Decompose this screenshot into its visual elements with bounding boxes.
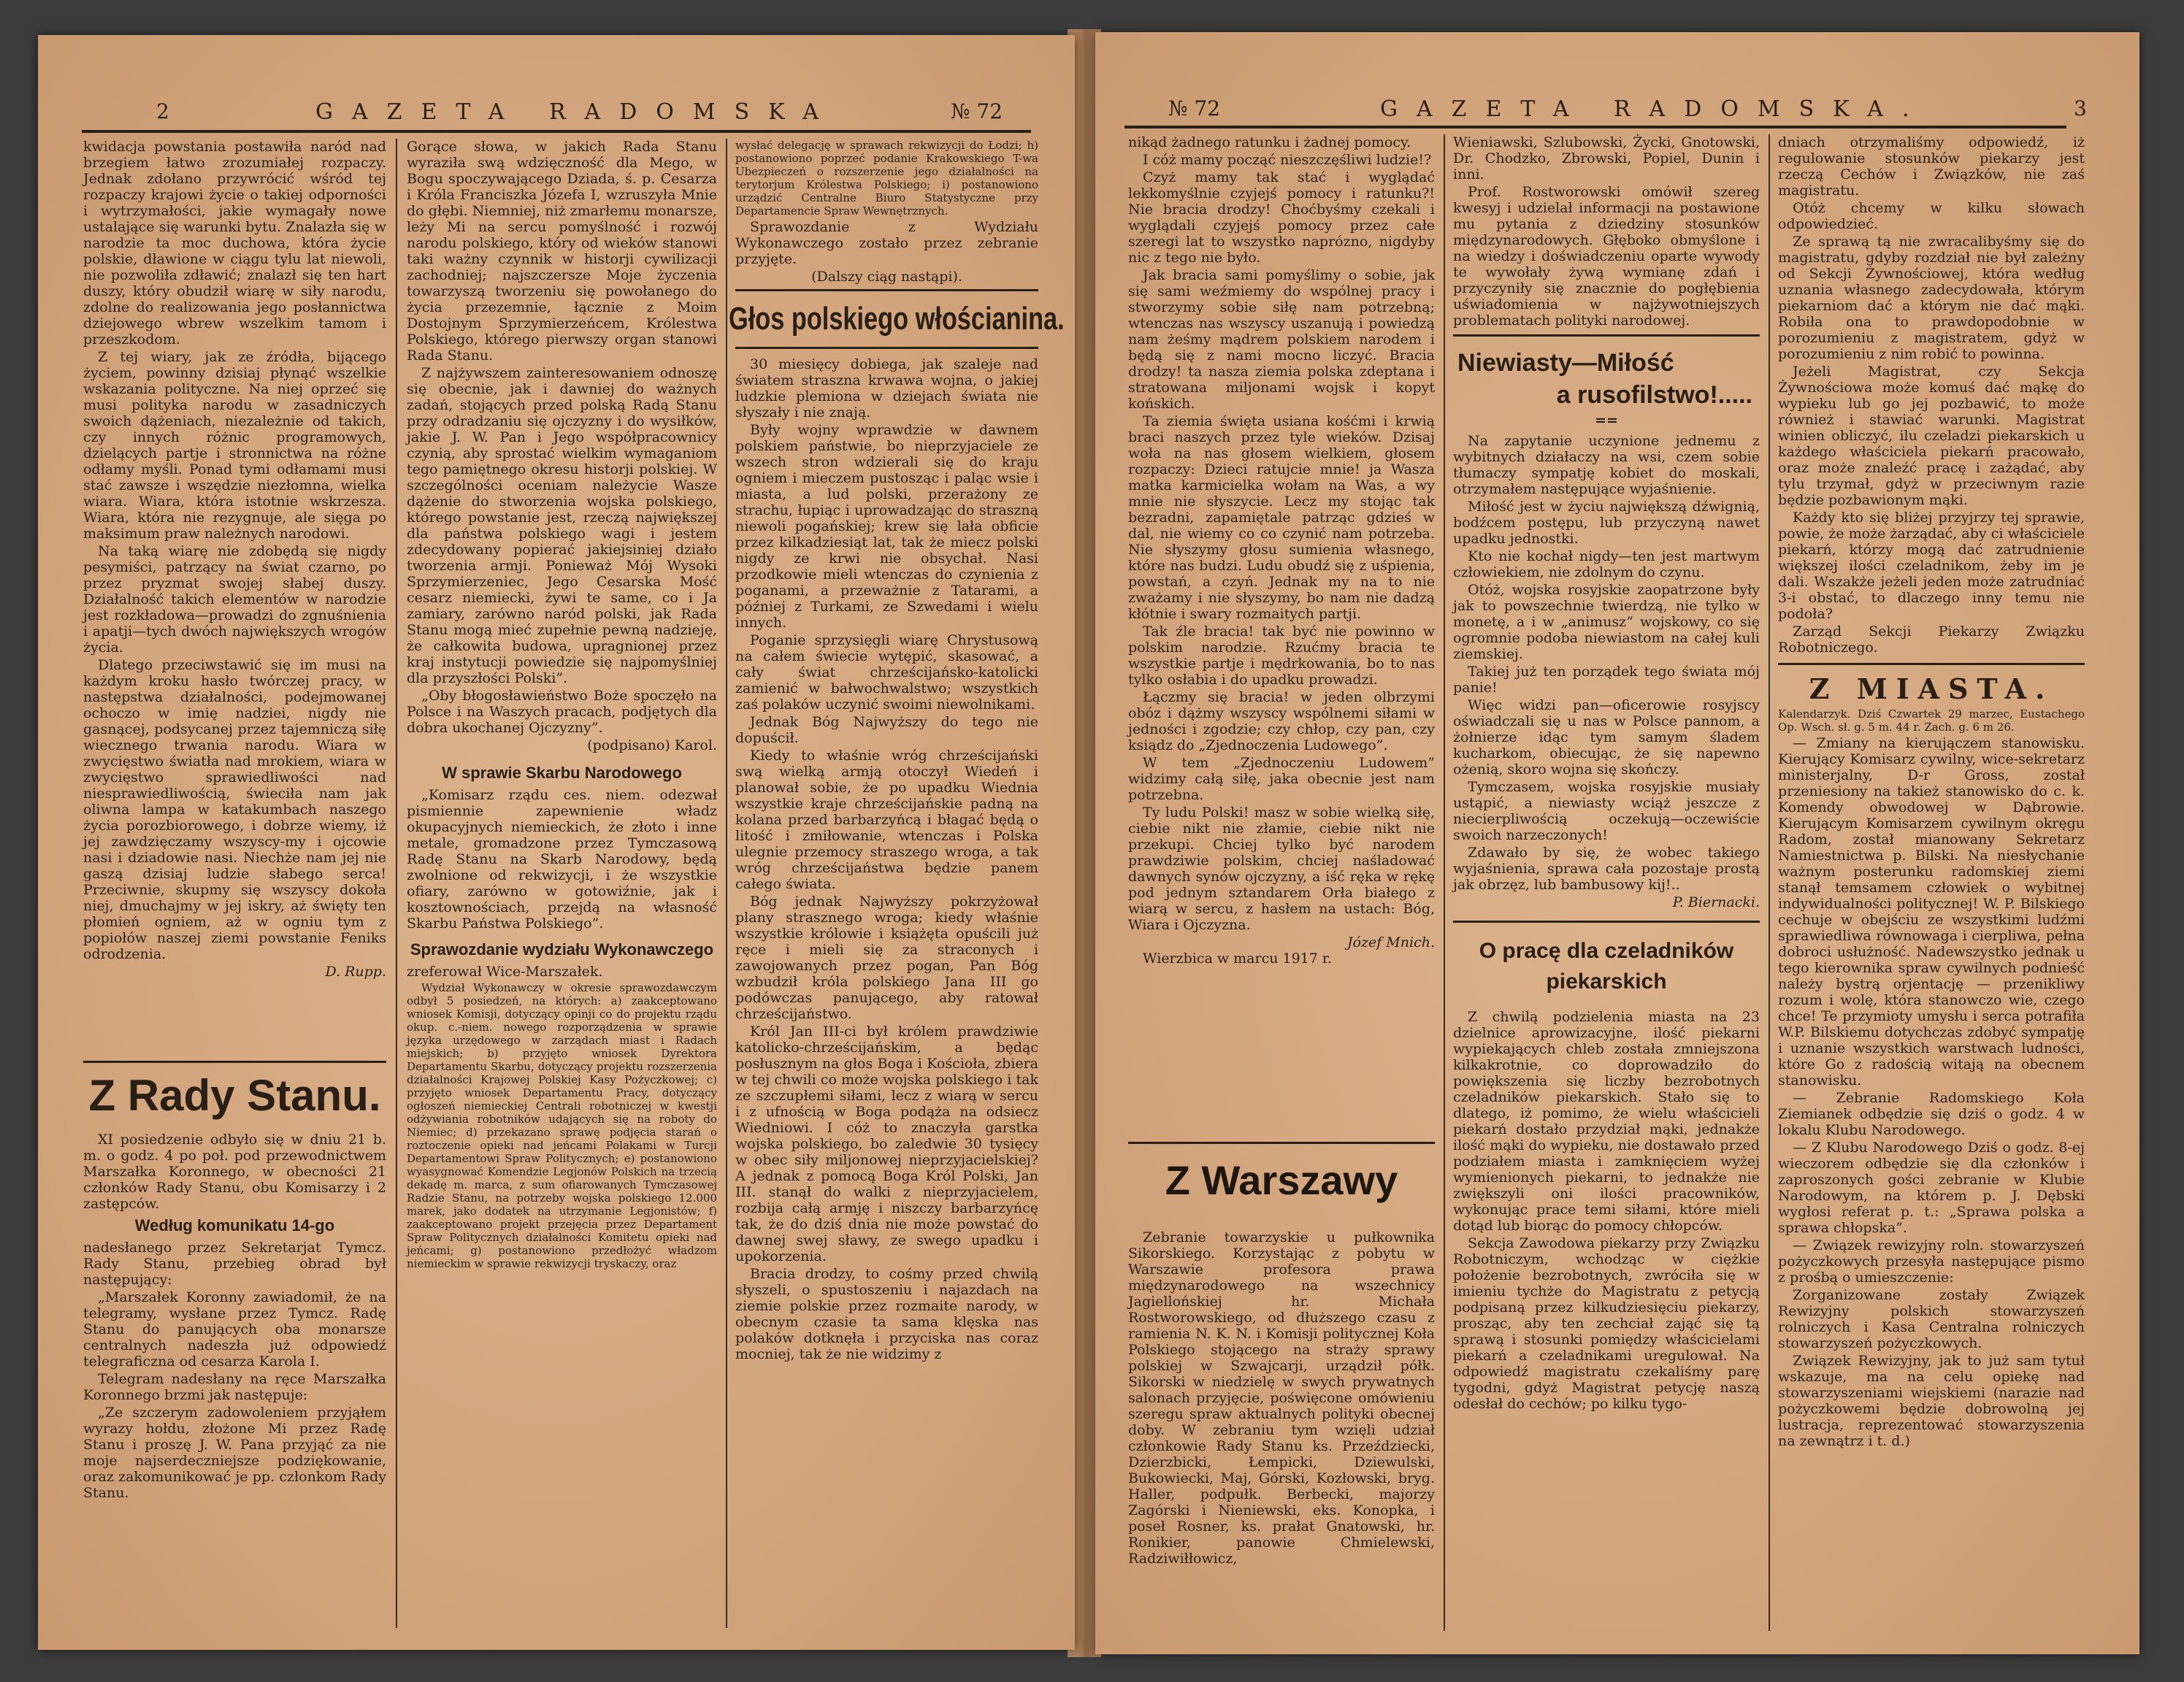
article-paragraph: Z najżywszem zainteresowaniem odnoszę się obecnie, jak i dawniej do ważnych zadań, stojących przed polską Radą Stanu przy odradzaniu się ojczyzny i do wysiłków, jakie J. W. Pan i Jego współpracownicy czynią, aby sprostać wielkim wymaganiom tego pamiętnego okresu historji polskiej. W szczególności oceniam należycie Wasze dążenie do stworzenia wojska polskiego, którego powstanie jest, rzeczą największej dla państwa polskiego wagi i jestem zdecydowany popierać jakiejsiniej działo tworzenia armji. Ponieważ Mój Wysoki Sprzymierzeniec, Jego Cesarska Mość cesarz niemiecki, żywi te same, co i Ja zamiary, zarówno naród polski, jak Rada Stanu mogą mieć zupełnie pewną nadzieję, że całkowita budowa, upragnionej przez kraj instytucji powiedzie się najpomyślniej dla przyszłości Polski”. bbox=[407, 365, 717, 686]
glos-heading: Głos polskiego włościanina. bbox=[729, 301, 1065, 337]
article-paragraph: Król Jan III-ci był królem prawdziwie katolicko-chrześcijańskim, a będąc posłusznym na głos Boga i Kościoła, zbiera w tej chwili co może wojska polskiego i tak ze szczupłemi siłami, lecz z wiarą w sercu i z ufnością w Boga podąża na odsiecz Wiedniowi. I cóż to znaczyła garstka wojska polskiego, bo zaledwie 30 tysięcy w obec siły miljonowej nieprzyjacielskiej? A jednak z pomocą Boga Król Polski, Jan III. stanął do walki z nieprzyjacielem, rozbija całą armję i niszczy barbarzyńcę tak, że do dziś dnia nie może powstać do dawnej swej sławy, ze swego upadku i upokorzenia. bbox=[735, 1024, 1038, 1264]
article-paragraph: Z chwilą podzielenia miasta na 23 dzielnice aprowizacyjne, ilość piekarni wypiekających chleb została zmniejszona kilkakrotnie, co doprowadziło do powiększenia się liczby bezrobotnych czeladników piekarskich. Stało się to dlatego, iż pomimo, że wielu właścicieli piekarń dostało przydział mąki, jednakże ilość mąki do wypieku, nie dostawało przed podziałem miasta i zamknięciem wyżej wymienionych piekarni, to jednakże nie zwiększyli oni ilości pracowników, wykonując prace temi siłami, które mieli dotąd lub biorąc do pomocy chłopców. bbox=[1453, 1009, 1760, 1234]
article-paragraph: Na zapytanie uczynione jednemu z wybitnych działaczy na wsi, czem sobie tłumaczy sympatję kobiet do moskali, otrzymałem następujące wyjaśnienie. bbox=[1453, 433, 1760, 497]
article-paragraph: Dlatego przeciwstawić się im musi na każdym kroku hasło twórczej pracy, w następstwa działalności, podejmowanej ochoczo w imię nadziei, nigdy nie gasnącej, podsycanej przez tajemniczą siłę wiecznego trwania narodu. Wiara w zwycięstwo światła nad mrokiem, wiara w zwycięstwo sprawiedliwości nad niesprawiedliwością, świeciła nam jak oliwna lampa w katakumbach naszego życia porozbiorowego, i dobrze wiemy, iż jej zawdzięczamy wszyscy-my i ojcowie nasi i dziadowie nasi. Niechże nam jej nie gaszą dzisiaj ludzie słabego serca! Przeciwnie, skupmy się wszyscy dokoła niej, dmuchajmy w jej iskry, aż święty ten płomień ogniem, aż w ogniu tym z popiołów naszej ziemi powstanie Feniks odrodzenia. bbox=[83, 657, 386, 962]
news-item: — Z Klubu Narodowego Dziś o godz. 8-ej wieczorem odbędzie się dla członków i zaproszonych gości zebranie w Klubie Narodowym, na którem p. J. Dębski wygłosi referat p. t.: „Sprawa polska a sprawa chłopska”. bbox=[1778, 1140, 2085, 1236]
article-paragraph-small: wysłać delegację w sprawach rekwizycji do Łodzi; h) postanowiono poprzeć podanie Krakowskiego T-wa Ubezpieczeń o rozszerzenie jego działalności na terytorjum Królestwa Polskiego; i) postanowiono urządzić Centralne Biuro Statystyczne przy Departamencie Spraw Wewnętrznych. bbox=[735, 139, 1038, 218]
continued-note: (Dalszy ciąg nastąpi). bbox=[811, 269, 962, 285]
article-paragraph: Jeżeli Magistrat, czy Sekcja Żywnościowa może komuś dać mąkę do wypieku lub go jej pozbawić, to może również i stawiać warunki. Magistrat winien obliczyć, ilu czeladzi piekarskich u każdego właściciela piekarń pracowało, oraz może znaleźć pracę i zażądać, aby tylu trzymał, gdyż w przeciwnym razie będzie pozbawionym mąki. bbox=[1778, 364, 2085, 508]
article-paragraph: I cóż mamy począć nieszczęśliwi ludzie!? bbox=[1143, 152, 1432, 168]
article-paragraph: Zebranie towarzyskie u pułkownika Sikorskiego. Korzystając z pobytu w Warszawie profesora prawa międzynarodowego na wszechnicy Jagiellońskiej hr. Michała Rostworowskiego, od dłuższego czasu z ramienia N. K. N. i Komisji politycznej Koła Polskiego stojącego na straży sprawy polskiej w Szwajcarji, urządził półk. Sikorski w niedzielę w swych prywatnych salonach przyjęcie, poświęcone omówieniu szeregu spraw aktualnych polityki obecnej doby. W zebraniu tym wzięli udział członkowie Rady Stanu ks. Przeździecki, Dzierzbicki, Łempicki, Dziewulski, Bukowiecki, Maj, Górski, Kozłowski, bryg. Haller, podpułk. Berbecki, majorzy Zagórski i Nieniewski, eks. Konopka, i poseł Rosner, ks. prałat Gnatowski, hr. Ronikier, panowie Chmielewski, Radziwiłłowicz, bbox=[1128, 1229, 1435, 1567]
section-divider bbox=[1778, 663, 2085, 665]
section-divider bbox=[735, 347, 1038, 349]
rada-stanu-heading: Z Rady Stanu. bbox=[88, 1071, 381, 1120]
article-paragraph: kwidacja powstania postawiła naród nad brzegiem łatwo zrozumiałej rozpaczy. Jednak zdołano przywrócić wśród tej rozpaczy krajowi życie o takiej odporności i wytrzymałości, jakie wymagały nowe ustalające się warunki bytu. Znalazła się w narodzie ta moc duchowa, która życie polskie, dławione w ciągu tylu lat niewoli, nie pozwoliła zdławić; znalazł się ten hart duszy, który obudził wiarę w siły narodu, zdolne do realizowania jego posłannictwa dziejowego wbrew wszelkim tamom i przeszkodom. bbox=[83, 139, 386, 347]
masthead-title: GAZETA RADOMSKA. bbox=[1380, 96, 1928, 122]
niewiasty-heading-line2: a rusofilstwo!..... bbox=[1556, 381, 1752, 409]
article-paragraph: „Marszałek Koronny zawiadomił, że na telegramy, wysłane przez Tymcz. Radę Stanu do panujących oba monarsze centralnych nadeszła już odpowiedź telegraficzna od cesarza Karola I. bbox=[83, 1289, 386, 1370]
article-paragraph: „Ze szczerym zadowoleniem przyjąłem wyrazy hołdu, złożone Mi przez Radę Stanu i proszę J. W. Pana przyjąć za nie moje najserdeczniejsze podziękowanie, oraz zakomunikować je pp. członkom Rady Stanu. bbox=[83, 1405, 386, 1501]
article-paragraph: Tak źle bracia! tak być nie powinno w polskim narodzie. Rzućmy bracia te wszystkie partje i mędrkowania, bo to nas tylko osłabia i do upadku prowadzi. bbox=[1128, 623, 1435, 688]
article-paragraph: Poganie sprzysięgli wiarę Chrystusową na całem świecie wytępić, skasować, a cały świat chrześcijańsko-katolicki zamienić w bałwochwalstwo; wszystkich zaś polaków uczynić swoimi niewolnikami. bbox=[735, 632, 1038, 713]
article-paragraph: Otóż chcemy w kilku słowach odpowiedzieć. bbox=[1778, 200, 2085, 232]
article-paragraph: zreferował Wice-Marszałek. bbox=[407, 964, 603, 980]
article-paragraph: Czyż mamy tak stać i wyglądać lekkomyślnie czyjejś pomocy i ratunku?! Nie bracia drodzy! Choćbyśmy czekali i wyglądali czyjejś pomocy przez całe szeregi lat to wszystko naprózno, nigdyby nic z tego nie było. bbox=[1128, 169, 1435, 266]
article-paragraph: Prof. Rostworowski omówił szereg kwesyj i udzielał informacji na postawione mu pytania z dziedziny stosunków międzynarodowych. Głęboko obmyślone i na wiedzy i doświadczeniu oparte wywody te wywołały żywą wymianę zdań i przyczyniły się znacznie do pogłębienia uświadomienia w najżywotniejszych problematach polityki narodowej. bbox=[1453, 184, 1760, 329]
wydzial-heading: Sprawozdanie wydziału Wykonawczego bbox=[410, 940, 714, 959]
left-header bbox=[82, 99, 1031, 143]
right-col1 bbox=[1128, 134, 1435, 968]
calendar-note: Kalendarzyk. Dziś Czwartek 29 marzec, Eustachego Op. Wsch. sł. g. 5 m. 44 r. Zach. g. 6 m 26. bbox=[1778, 707, 2085, 734]
column-divider bbox=[1769, 134, 1770, 1631]
left-col2 bbox=[407, 139, 717, 1272]
article-paragraph-small: Wydział Wykonawczy w okresie sprawozdawczym odbył 5 posiedzeń, na których: a) zaakceptowano wniosek Komisji, dotyczący opinji co do projektu rządu okup. c.-niem. nowego rozporządzenia w sprawie języka urzędowego w zarządach miast i Radach miejskich; b) przyjęto wniosek Dyrektora Departamentu Skarbu, dotyczący projektu rozszerzenia działalności Krajowej Polskiej Kasy Pożyczkowej; c) przyjęto wniosek Departamentu Pracy, dotyczący ogłoszeń niemieckiej Centrali robotniczej w kwestji odżywiania robotników udających się na roboty do Niemiec; d) przekazano sprawę podjęcia starań o roztoczenie opieki nad jeńcami Polakami w Turcji Departamentowi Spraw Politycznych; e) postanowiono wyasygnować Komendzie Legjonów Polskich na trzecią dekadę m. marca, z sum ofiarowanych Tymczasowej Radzie Stanu, na potrzeby wojska polskiego 12.000 marek, jako dodatek na utrzymanie Legjonistów; f) zaakceptowano projekt przejęcia przez Departament Spraw Politycznych działalności Komitetu opieki nad jeńcami; g) postanowiono przedłożyć władzom niemieckim w sprawie rekwizycji tryskaczy, oraz bbox=[407, 981, 717, 1270]
left-col3 bbox=[729, 139, 1065, 1364]
section-divider bbox=[1128, 1142, 1435, 1144]
article-paragraph: Z tej wiary, jak ze źródła, bijącego życiem, powinny dzisiaj płynąć wszelkie wskazania polityczne. Na niej oprzeć się musi polityka narodu w zasadniczych swoich dążeniach, niezależnie od takich, czy innych różnic programowych, dzielących partje i stronnictwa na różne odłamy myśli. Ponad tymi odłamami musi stać zawsze i wszędzie niezłomna, wielka wiara. Wiara, która istotnie wskrzesza. Wiara, która nie rezygnuje, ale sięga po maksimum praw należnych narodowi. bbox=[83, 349, 386, 542]
article-paragraph: Wieniawski, Szlubowski, Życki, Gnotowski, Dr. Chodzko, Zbrowski, Popiel, Dunin i inni. bbox=[1453, 134, 1760, 183]
warszawa-heading: Z Warszawy bbox=[1165, 1157, 1398, 1203]
header-rule bbox=[82, 130, 1031, 133]
article-paragraph: Jednak Bóg Najwyższy do tego nie dopuścił. bbox=[735, 714, 1038, 746]
warszawa-section bbox=[1128, 1229, 1435, 1568]
author-signature: D. Rupp. bbox=[325, 964, 386, 980]
article-paragraph: 30 miesięcy dobiega, jak szaleje nad światem straszna krwawa wojna, o jakiej ludzkie plemiona w dziejach świata nie słyszały i nie znają. bbox=[735, 356, 1038, 420]
article-paragraph: Sprawozdanie z Wydziału Wykonawczego zostało przez zebranie przyjęte. bbox=[735, 219, 1038, 267]
news-item: — Związek rewizyjny roln. stowarzyszeń pożyczkowych przesyła następujące pismo z prośbą o umieszczenie: bbox=[1778, 1237, 2085, 1286]
article-paragraph: Bracia drodzy, to cośmy przed chwilą słyszeli, o spustoszeniu i najazdach na ziemie polskie przez rozmaite narody, w obecnym czasie ta sama klęska nas polaków dotknęła i przyciska nas coraz mocniej, tak że nie widzimy z bbox=[735, 1266, 1038, 1362]
z-miasta-heading: Z MIASTA. bbox=[1809, 672, 2054, 705]
ornament: == bbox=[1595, 412, 1618, 429]
article-paragraph: XI posiedzenie odbyło się w dniu 21 b. m. o godz. 4 po poł. pod przewodnictwem Marszałka Koronnego, w obecności 21 członków Rady Stanu, obu Komisarzy i 2 zastępców. bbox=[83, 1132, 386, 1212]
page-number: 2 bbox=[156, 99, 169, 123]
article-paragraph: Były wojny wprawdzie w dawnem polskiem państwie, bo nieprzyjaciele ze wszech stron wdzierali się do kraju ogniem i mieczem pustosząc i paląc wsie i miasta, a lud polski, przerażony ze strachu, łupiąc i uprowadzając do straszną niewoli pogańskiej; krew się lała obficie przez kilkadziesiąt lat, tak że miecz polski nigdy ze krwi nie obsychał. Nasi przodkowie mieli wtenczas do czynienia z poganami, a przeważnie z Tatarami, a później z Turkami, ze Szwedami i wielu innych. bbox=[735, 422, 1038, 631]
header-rule bbox=[1124, 126, 2066, 128]
article-paragraph: Ty ludu Polski! masz w sobie wielką siłę, ciebie nikt nie złamie, ciebie nikt nie przekupi. Chciej tylko być narodem prawdziwie polskim, chciej naśladować dawnych synów ojczyzny, a iść ręka w rękę pod jednym sztandarem Orła białego z wiarą w sercu, z hasłem na ustach: Bóg, Wiara i Ojczyzna. bbox=[1128, 804, 1435, 933]
article-paragraph: dniach otrzymaliśmy odpowiedź, iż regulowanie stosunków piekarzy jest rzeczą Cechów i Związków, nie zaś magistratu. bbox=[1778, 134, 2085, 199]
niewiasty-heading-line1: Niewiasty—Miłość bbox=[1457, 349, 1674, 377]
article-paragraph: Łączmy się bracia! w jeden olbrzymi obóz i dążmy wszyscy wspólnemi siłami w jedności i zgodzie; czy chłop, czy pan, czy ksiądz do „Zjednoczenia Ludowego”. bbox=[1128, 689, 1435, 753]
article-paragraph: Bóg jednak Najwyższy pokrzyżował plany strasznego wroga; kiedy właśnie wszystkie królowie i książęta opuścili już ręce i mieli się za straconych i zawojowanych przez pogan, Pan Bóg wzbudził króla polskiego Jana III go podówczas panującego, aby ratował chrześcijaństwo. bbox=[735, 894, 1038, 1022]
section-divider bbox=[1453, 334, 1760, 337]
section-divider bbox=[83, 1061, 386, 1063]
news-item: Zorganizowane zostały Związek Rewizyjny polskich stowarzyszeń rolniczych i Kasa Centralna rolniczych stowarzyszeń pożyczkowych. bbox=[1778, 1287, 2085, 1351]
skarb-heading: W sprawie Skarbu Narodowego bbox=[442, 764, 682, 782]
right-col3 bbox=[1778, 134, 2085, 1451]
issue-number: № 72 bbox=[951, 99, 1003, 123]
article-paragraph: „Oby błogosławieństwo Boże spoczęło na Polsce i na Waszych pracach, podjętych dla dobra ukochanej Ojczyzny”. bbox=[407, 688, 717, 736]
column-divider bbox=[396, 139, 397, 1628]
czeladnik-heading-line2: piekarskich bbox=[1546, 969, 1667, 994]
section-divider bbox=[1453, 921, 1760, 923]
article-paragraph: Jak bracia sami pomyślimy o sobie, jak się sami weźmiemy do wspólnej pracy i stworzymy sobie siłę nam potrzebną; wtenczas nas wszyscy uszanują i powiedzą nam żeśmy mądrem polskiem narodem i będą się z nami mocno liczyć. Bracia drodzy! ta nasza ziemia polska zdeptana i stratowana miljonami wojsk i kopyt końskich. bbox=[1128, 267, 1435, 412]
article-paragraph: Każdy kto się bliżej przyjrzy tej sprawie, powie, że może żarządać, aby ci właściciele piekarń, którzy mogą dać zatrudnienie większej ilości czeladnikom, żeby im je dali. Wszakże jeżeli jeden może zatrudniać 3-i obstać, to dlaczego inny temu nie podoła? bbox=[1778, 510, 2085, 622]
news-item: Związek Rewizyjny, jak to już sam tytuł wskazuje, ma na celu opiekę nad stowarzyszeniami wiejskiemi (narazie nad pożyczkowemi będzie dobrowolną jej lustracja, reprezentować stowarzyszenia na zewnątrz i t. d.) bbox=[1778, 1353, 2085, 1449]
article-paragraph: Sekcja Zawodowa piekarzy przy Związku Robotniczym, wchodząc w ciężkie położenie bezrobotnych, zwróciła się w imieniu tychże do Magistratu z petycją podpisaną przez kilkudziesięciu piekarzy, prosząc, aby ten zechciał zająć się tą sprawą i stosunki pomiędzy właścicielami piekarń a czeladnikami uregulował. Na odpowiedź magistratu czekaliśmy parę tygodni, gdyż Magistrat petycję naszą odesłał do cechów; po kilku tygo- bbox=[1453, 1235, 1760, 1412]
issue-number: № 72 bbox=[1168, 96, 1221, 120]
komunikat-heading: Według komunikatu 14-go bbox=[134, 1216, 335, 1234]
article-paragraph: Więc widzi pan—oficerowie rosyjscy oświadczali się u nas w Polsce pannom, a żołnierze idąc tym samym śladem kucharkom, obiecując, że się napewno ożenią, skoro wojna się skończy. bbox=[1453, 697, 1760, 777]
news-item: — Zebranie Radomskiego Koła Ziemianek odbędzie się dziś o godz. 4 w lokalu Klubu Narodowego. bbox=[1778, 1090, 2085, 1138]
column-divider bbox=[1444, 134, 1445, 1631]
article-paragraph: Gorące słowa, w jakich Rada Stanu wyraziła swą wdzięczność dla Mego, w Bogu spoczywającego Dziada, ś. p. Cesarza i Króla Franciszka Józefa I, wzruszyła Mnie do głębi. Niemniej, niż zmarłemu monarsze, leży Mi na sercu pomyślność i rozwój narodu polskiego, który od wieków stanowi taki ważny czynnik w historji cywilizacji zachodniej; najszczersze Moje życzenia towarzyszą tworzeniu się powołanego do życia przezemnie, łącznie z Moim Dostojnym Sprzymierzeńcem, Królestwa Polskiego, którego pierwszy organ stanowi Rada Stanu. bbox=[407, 139, 717, 364]
right-page bbox=[1095, 32, 2139, 1654]
article-paragraph: nikąd żadnego ratunku i żadnej pomocy. bbox=[1128, 134, 1411, 150]
masthead-title: GAZETA RADOMSKA bbox=[315, 99, 838, 125]
page-number: 3 bbox=[2074, 96, 2087, 120]
article-paragraph: Kto nie kochał nigdy—ten jest martwym człowiekiem, nie zdolnym do czynu. bbox=[1453, 548, 1760, 580]
article-paragraph: Takiej już ten porządek tego świata mój panie! bbox=[1453, 664, 1760, 696]
signature-karol: (podpisano) Karol. bbox=[587, 737, 717, 753]
article-paragraph: W tem „Zjednoczeniu Ludowem” widzimy całą siłę, jaka obecnie jest nam potrzebna. bbox=[1128, 755, 1435, 803]
right-header bbox=[1139, 96, 2096, 140]
article-paragraph: Ze sprawą tą nie zwracalibyśmy się do magistratu, gdyby rozdział nie był zależny od Sekcji Żywnościowej, która według uznania własnego zadecydowała, którym piekarniom dać a którym nie dać mąki. Robiła ona to prawdopodobnie w porozumieniu z magistratem, gdyż w porozumieniu z nim robić to powinna. bbox=[1778, 234, 2085, 362]
news-item: — Zmiany na kierujączem stanowisku. Kierujący Komisarz cywilny, wice-sekretarz ministerjalny, D-r Gross, został przeniesiony na takież stanowisko do c. k. Komendy obwodowej w Dąbrowie. Kierującym Komisarzem cywilnym okręgu Radom, został mianowany Sekretarz Namiestnictwa p. Bilski. Na niesłychanie ważnym posterunku radomskiej ziemi stanął temsamem człowiek o wybitnej indywidualności politycznej! W. P. Bilskiego cechuje w obejściu ze wszystkimi ludźmi sprawiedliwa równowaga i cierpliwa, pełna dobroci usłużność. Nadewszystko jednak u tego kierownika spraw cywilnych podnieść należy bystrą orjentację — przenikliwy rozum i wolę, która stanowczo wie, czego chce! Te przymioty umysłu i serca potrafiła W.P. Bilskiemu dotychczas zdobyć sympatję i uznanie wszystkich warstwach ludności, które Go z radością witają na obecnem stanowisku. bbox=[1778, 735, 2085, 1088]
dateline: Wierzbica w marcu 1917 r. bbox=[1143, 951, 1332, 967]
left-page bbox=[38, 35, 1075, 1650]
article-paragraph: Miłość jest w życiu największą dźwignią, bodźcem postępu, lub przyczyną nawet upadku jednostki. bbox=[1453, 499, 1760, 547]
article-paragraph: Tymczasem, wojska rosyjskie musiały ustąpić, a niewiasty wciąż jeszcze z niecierpliwością oczekują—oczewiście swoich narzeczonych! bbox=[1453, 779, 1760, 843]
rada-stanu-section bbox=[83, 1070, 386, 1502]
article-paragraph: „Komisarz rządu ces. niem. odezwał pismiennie zapewnienie władz okupacyjnych niemieckich, że złoto i inne metale, gromadzone przez Tymczasową Radę Stanu na Skarb Narodowy, będą zwolnione od rekwizycji, i że wszystkie ofiary, zarówno w gotowiźnie, jak i kosztownościach, przejdą na własność Skarbu Państwa Polskiego”. bbox=[407, 787, 717, 932]
article-paragraph: Zarząd Sekcji Piekarzy Związku Robotniczego. bbox=[1778, 623, 2085, 656]
article-paragraph: Zdawało by się, że wobec takiego wyjaśnienia, sprawa cała pozostaje prostą jak obrzęz, lub bambusowy kij!.. bbox=[1453, 845, 1760, 893]
column-divider bbox=[726, 139, 727, 1628]
left-col1 bbox=[83, 139, 386, 980]
article-paragraph: Kiedy to właśnie wróg chrześcijański swą wielką armją otoczył Wiedeń i planował sobie, że po upadku Wiednia wszystkie kraje chrześcijańskie padną na kolana przed barbarzyńcą i błagać będą o litość i zmiłowanie, wtenczas i Polska ulegnie przemocy straszego wroga, a tak wróg chrześcijaństwa będzie panem całego świata. bbox=[735, 748, 1038, 892]
czeladnik-heading-line1: O pracę dla czeladników bbox=[1479, 939, 1734, 963]
section-divider bbox=[735, 289, 1038, 291]
article-paragraph: Na taką wiarę nie zdobędą się nigdy pesymiści, patrzący na świat czarno, po przez pryzmat swojej słabej duszy. Działalność takich elementów w narodzie jest rozkładowa—prowadzi do zgnuśnienia i apatji—tych dwóch największych wrogów życia. bbox=[83, 543, 386, 656]
article-paragraph: Telegram nadesłany na ręce Marszałka Koronnego brzmi jak następuje: bbox=[83, 1371, 386, 1403]
author-signature: Józef Mnich. bbox=[1346, 934, 1435, 951]
right-col2 bbox=[1453, 134, 1760, 1413]
author-signature: P. Biernacki. bbox=[1672, 894, 1760, 910]
article-paragraph: nadesłanego przez Sekretarjat Tymcz. Rady Stanu, przebieg obrad był następujący: bbox=[83, 1240, 386, 1288]
article-paragraph: Otóż, wojska rosyjskie zaopatrzone były jak to powszechnie twierdzą, nie tylko w monetę, a i w „animusz” wojskowy, co się ogromnie podoba niewiastom na całej kuli ziemskiej. bbox=[1453, 582, 1760, 662]
article-paragraph: Ta ziemia święta usiana kośćmi i krwią braci naszych przez tyle wieków. Dzisaj woła na nas głosem wielkiem, głosem rozpaczy: Dzieci ratujcie mnie! ja Wasza matka karmicielka wołam na Was, a wy mnie nie słyszycie. Lecz my stojąc tak bezradni, zapamiętale patrząc gdzieś w dal, nie wiemy co co czynić nam potrzeba. Nie słyszymy głosu sumienia własnego, które nas budzi. Ludu obudź się z uśpienia, powstań, a czyń. Jednak my na to nie zważamy i nie słyszymy, bo nam nie dadzą kłótnie i swary rozmaitych partji. bbox=[1128, 413, 1435, 622]
